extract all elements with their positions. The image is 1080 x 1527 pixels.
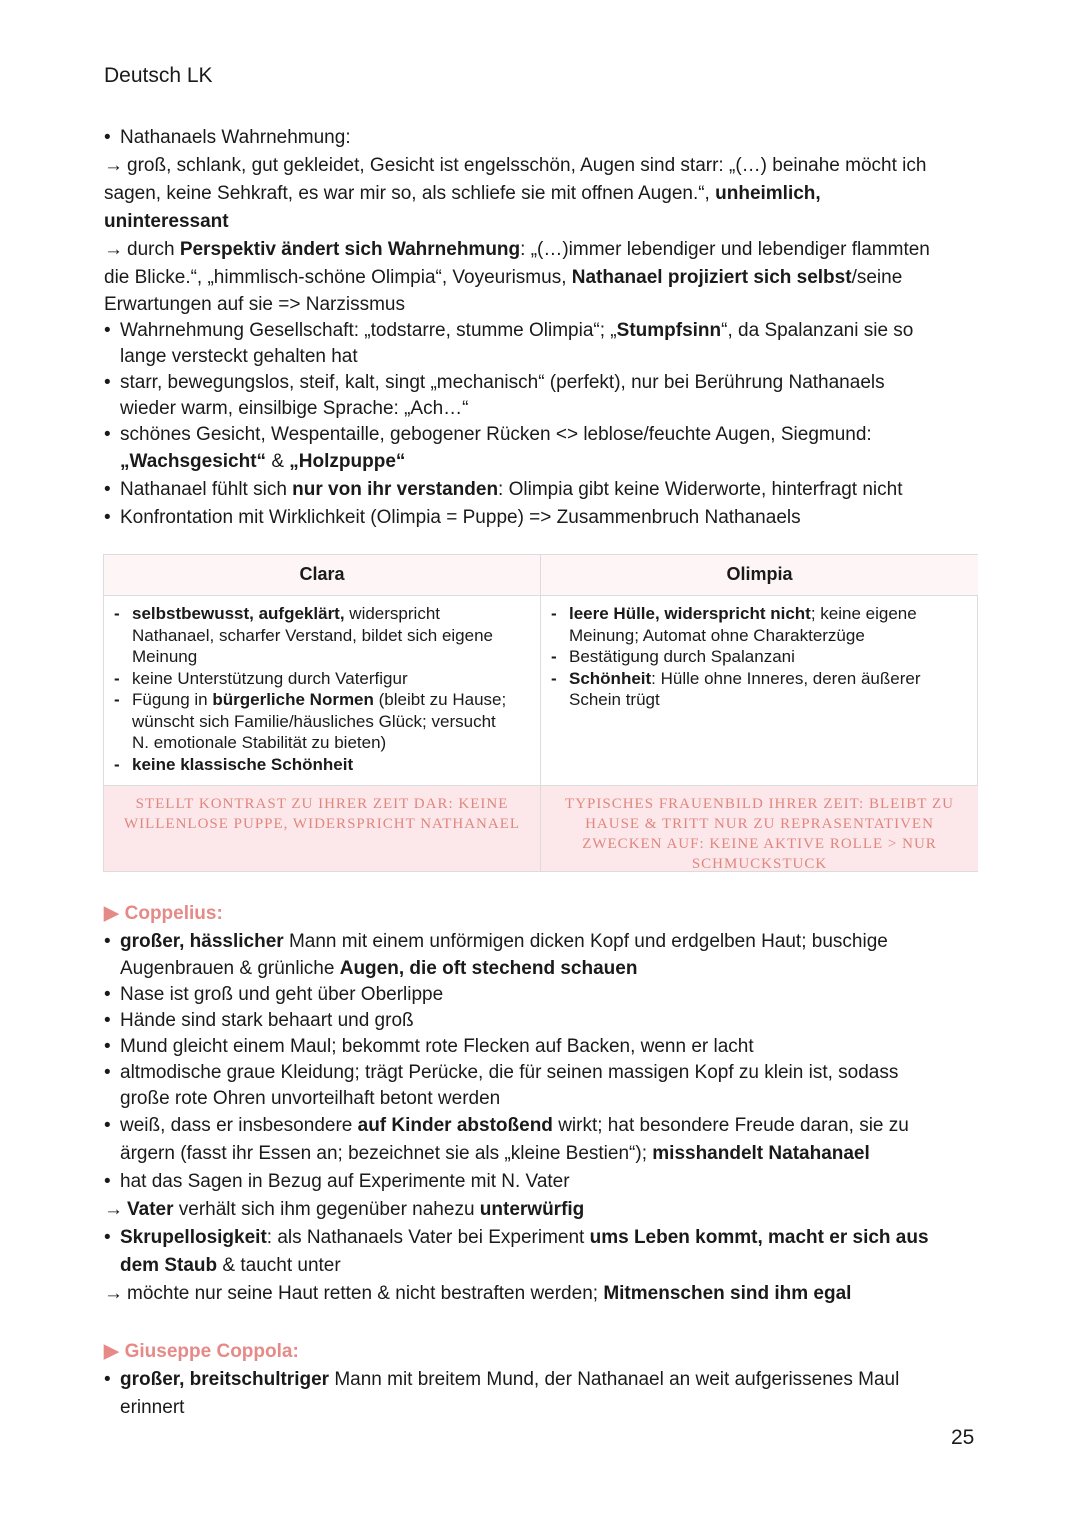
text: durch bbox=[127, 239, 175, 260]
bold-text: Schönheit bbox=[569, 668, 652, 688]
list-item bbox=[104, 124, 984, 152]
text: Bestätigung durch Spalanzani bbox=[569, 647, 795, 666]
text-line bbox=[104, 1394, 984, 1422]
text: N. emotionale Stabilität zu bieten) bbox=[132, 733, 387, 752]
bold-text: unheimlich, bbox=[715, 183, 821, 204]
bold-text: Stumpfsinn bbox=[616, 320, 722, 341]
bold-text: nur von ihr verstanden bbox=[292, 479, 499, 500]
text: Konfrontation mit Wirklichkeit (Olimpia = Puppe) => Zusammenbruch Nathanaels bbox=[120, 507, 801, 528]
bold-text: unterwürfig bbox=[479, 1199, 585, 1220]
comparison-table bbox=[103, 554, 978, 872]
arrow-icon: → bbox=[104, 1283, 123, 1304]
text: Nathanael fühlt sich bbox=[120, 479, 287, 500]
bold-text: keine klassische Schönheit bbox=[132, 754, 354, 774]
text: : Olimpia gibt keine Widerworte, hinterfragt nicht bbox=[498, 479, 903, 500]
text: : als Nathanaels Vater bei Experiment bbox=[266, 1227, 585, 1248]
column-header: Clara bbox=[104, 555, 540, 596]
text: Hände sind stark behaart und groß bbox=[120, 1010, 414, 1031]
bold-text: Mitmenschen sind ihm egal bbox=[603, 1283, 852, 1304]
text-line bbox=[104, 1140, 984, 1168]
list-item bbox=[104, 370, 984, 396]
bold-text: uninteressant bbox=[104, 211, 229, 232]
text: Fügung in bbox=[132, 690, 208, 709]
table-column-olimpia bbox=[541, 555, 978, 871]
text: & bbox=[266, 451, 290, 472]
list-item bbox=[104, 928, 984, 956]
coppola-section bbox=[104, 1338, 984, 1422]
arrow-icon: → bbox=[104, 155, 123, 176]
list-item bbox=[114, 603, 540, 668]
list-item bbox=[104, 1168, 984, 1196]
text: Mann mit einem unförmigen dicken Kopf und erdgelben Haut; buschige bbox=[283, 931, 888, 952]
text: & taucht unter bbox=[217, 1255, 341, 1276]
bold-text: misshandelt Natahanael bbox=[652, 1143, 870, 1164]
text: schönes Gesicht, Wespentaille, gebogener Rücken <> leblose/feuchte Augen, Siegmund: bbox=[120, 424, 872, 445]
heading-text: Coppelius: bbox=[124, 903, 223, 924]
list-item bbox=[104, 1008, 984, 1034]
text-line bbox=[104, 396, 984, 422]
section-heading bbox=[104, 900, 984, 928]
bold-text: „Wachsgesicht“ bbox=[120, 451, 267, 472]
text: Nathanael, scharfer Verstand, bildet sich eigene bbox=[132, 625, 494, 645]
text: Nase ist groß und geht über Oberlippe bbox=[120, 984, 444, 1005]
section-heading bbox=[104, 1338, 984, 1366]
text: Wahrnehmung Gesellschaft: „todstarre, stumme Olimpia“; „ bbox=[120, 320, 617, 341]
text-line bbox=[104, 1252, 984, 1280]
text-line bbox=[104, 448, 984, 476]
bold-text: selbstbewusst, aufgeklärt, bbox=[132, 604, 345, 623]
text-line bbox=[104, 956, 984, 982]
text: weiß, dass er insbesondere bbox=[120, 1115, 353, 1136]
list-item bbox=[551, 668, 978, 711]
arrow-line bbox=[104, 236, 984, 264]
bold-text: auf Kinder abstoßend bbox=[357, 1115, 553, 1136]
text: Meinung; Automat ohne Charakterzüge bbox=[569, 625, 865, 645]
arrow-icon: → bbox=[104, 239, 123, 260]
list-item bbox=[104, 1112, 984, 1140]
list-item bbox=[104, 318, 984, 344]
text: lange versteckt gehalten hat bbox=[120, 346, 358, 367]
text-line bbox=[104, 344, 984, 370]
text: erinnert bbox=[120, 1397, 185, 1418]
text: starr, bewegungslos, steif, kalt, singt „mechanisch“ (perfekt), nur bei Berührung Nathanaels bbox=[120, 372, 885, 393]
text-line bbox=[104, 180, 984, 208]
list-item bbox=[104, 1224, 984, 1252]
bullet-text: Nathanaels Wahrnehmung: bbox=[120, 127, 351, 148]
list-item bbox=[114, 668, 540, 690]
text: “, da Spalanzani sie so bbox=[721, 320, 914, 341]
bold-text: Perspektiv ändert sich Wahrnehmung bbox=[179, 239, 521, 260]
text: groß, schlank, gut gekleidet, Gesicht ist engelsschön, Augen sind starr: „(…) beinahe möcht ich bbox=[127, 155, 927, 176]
list-item bbox=[104, 1366, 984, 1394]
text: wirkt; hat besondere Freude daran, sie zu bbox=[552, 1115, 909, 1136]
list-item bbox=[104, 504, 984, 532]
text: sagen, keine Sehkraft, es war mir so, als schliefe sie mit offnen Augen.“, bbox=[104, 183, 710, 204]
column-body bbox=[541, 596, 978, 793]
list-item bbox=[104, 476, 984, 504]
column-summary: TYPISCHES FRAUENBILD IHRER ZEIT: BLEIBT ZU HAUSE & TRITT NUR ZU REPRASENTATIVEN ZWECKEN AUF: KEINE AKTIVE ROLLE > NUR SCHMUCKSTUCK bbox=[541, 785, 978, 871]
list-item bbox=[104, 1034, 984, 1060]
arrow-line bbox=[104, 1280, 984, 1308]
bold-text: ums Leben kommt, macht er sich aus bbox=[589, 1227, 929, 1248]
arrow-icon: → bbox=[104, 1199, 123, 1220]
bold-text: bürgerliche Normen bbox=[212, 690, 374, 709]
text: wünscht sich Familie/häusliches Glück; versucht bbox=[132, 711, 496, 731]
bold-text: großer, hässlicher bbox=[120, 931, 284, 952]
text: : „(…)immer lebendiger und lebendiger flammten bbox=[520, 239, 930, 260]
text: Erwartungen auf sie => Narzissmus bbox=[104, 294, 405, 315]
olimpia-section bbox=[104, 124, 984, 532]
heading-text: Giuseppe Coppola: bbox=[124, 1341, 299, 1362]
bold-text: Nathanael projiziert sich selbst bbox=[571, 267, 852, 288]
subject-header: Deutsch LK bbox=[104, 64, 213, 87]
text: (bleibt zu Hause; bbox=[373, 690, 507, 709]
text: Augenbrauen & grünliche bbox=[120, 958, 335, 979]
list-item bbox=[104, 982, 984, 1008]
text: : Hülle ohne Inneres, deren äußerer bbox=[651, 668, 921, 688]
bold-text: Vater bbox=[127, 1199, 174, 1220]
column-header: Olimpia bbox=[541, 555, 978, 596]
coppelius-section bbox=[104, 900, 984, 1308]
arrow-line bbox=[104, 1196, 984, 1224]
arrow-line bbox=[104, 152, 984, 180]
table-column-clara bbox=[104, 555, 541, 871]
list-item bbox=[104, 1060, 984, 1086]
text-line bbox=[104, 292, 984, 318]
text: Meinung bbox=[132, 647, 198, 666]
column-body bbox=[104, 596, 540, 793]
triangle-right-icon: ▶ bbox=[104, 1341, 119, 1362]
triangle-right-icon: ▶ bbox=[104, 903, 119, 924]
text: möchte nur seine Haut retten & nicht bestraften werden; bbox=[127, 1283, 599, 1304]
page-number: 25 bbox=[951, 1426, 975, 1449]
text-line bbox=[104, 208, 984, 236]
bold-text: Skrupellosigkeit bbox=[120, 1227, 267, 1248]
bold-text: Augen, die oft stechend schauen bbox=[339, 958, 638, 979]
list-item bbox=[551, 646, 978, 668]
text: große rote Ohren unvorteilhaft betont werden bbox=[120, 1088, 501, 1109]
text: verhält sich ihm gegenüber nahezu bbox=[173, 1199, 475, 1220]
text: Mann mit breitem Mund, der Nathanael an weit aufgerissenes Maul bbox=[329, 1369, 900, 1390]
text: Mund gleicht einem Maul; bekommt rote Flecken auf Backen, wenn er lacht bbox=[120, 1036, 754, 1057]
text: altmodische graue Kleidung; trägt Perücke, die für seinen massigen Kopf zu klein ist, sodass bbox=[120, 1062, 899, 1083]
list-item bbox=[114, 754, 540, 776]
bold-text: großer, breitschultriger bbox=[120, 1369, 330, 1390]
list-item bbox=[104, 422, 984, 448]
text-line bbox=[104, 264, 984, 292]
list-item bbox=[551, 603, 978, 646]
text: /seine bbox=[851, 267, 903, 288]
text: ärgern (fasst ihr Essen an; bezeichnet sie als „kleine Bestien“); bbox=[120, 1143, 647, 1164]
text: widerspricht bbox=[344, 604, 440, 623]
bold-text: dem Staub bbox=[120, 1255, 218, 1276]
text: wieder warm, einsilbige Sprache: „Ach…“ bbox=[120, 398, 469, 419]
bold-text: leere Hülle, widerspricht nicht bbox=[569, 604, 811, 623]
text: ; keine eigene bbox=[810, 604, 917, 623]
bold-text: „Holzpuppe“ bbox=[289, 451, 406, 472]
text: keine Unterstützung durch Vaterfigur bbox=[132, 668, 408, 688]
list-item bbox=[114, 689, 540, 754]
text: hat das Sagen in Bezug auf Experimente mit N. Vater bbox=[120, 1171, 570, 1192]
text: Schein trügt bbox=[569, 690, 660, 709]
text-line bbox=[104, 1086, 984, 1112]
text: die Blicke.“, „himmlisch-schöne Olimpia“, Voyeurismus, bbox=[104, 267, 567, 288]
column-summary: STELLT KONTRAST ZU IHRER ZEIT DAR: KEINE WILLENLOSE PUPPE, WIDERSPRICHT NATHANAEL bbox=[104, 785, 540, 871]
